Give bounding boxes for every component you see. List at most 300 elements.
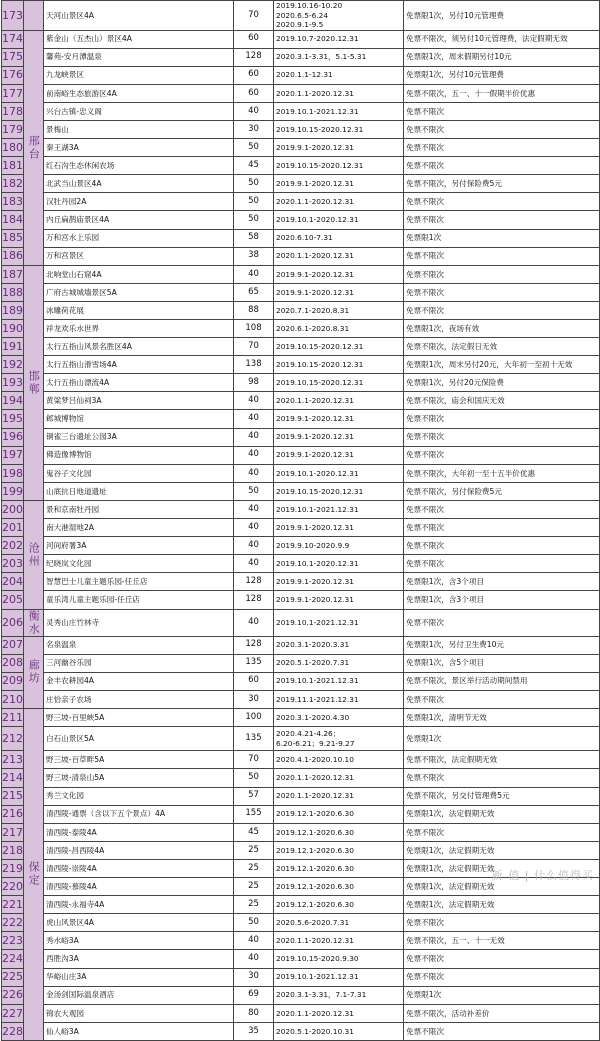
spot-name: 景梅山	[44, 120, 234, 138]
price-cell: 50	[234, 769, 274, 787]
ticket-policy: 免票不限次	[404, 950, 600, 968]
ticket-policy: 免票不限次	[404, 428, 600, 446]
spot-name: 白石山景区5A	[44, 726, 234, 750]
table-row	[2, 1004, 600, 1022]
price-cell: 40	[234, 609, 274, 636]
ticket-policy: 免票限1次，另付10元管理费	[404, 66, 600, 84]
spot-name: 景和京南牡丹园	[44, 500, 234, 518]
spot-name: 华峪山庄3A	[44, 968, 234, 986]
price-cell: 40	[234, 932, 274, 950]
row-number: 197	[2, 446, 24, 464]
table-row	[2, 932, 600, 950]
valid-period: 2019.10.1-2020.12.31	[274, 211, 404, 229]
ticket-policy: 免票限1次，含5个项目	[404, 654, 600, 672]
row-number: 212	[2, 726, 24, 750]
spot-name: 太行五指山风景名胜区4A	[44, 338, 234, 356]
spot-name: 佛造像博物馆	[44, 446, 234, 464]
valid-period: 2019.10.1-2021.12.31	[274, 672, 404, 690]
price-cell: 69	[234, 986, 274, 1004]
spot-name: 庄恰亲子农场	[44, 690, 234, 708]
spot-name: 西胜沟3A	[44, 950, 234, 968]
table-row	[2, 805, 600, 823]
row-number: 206	[2, 609, 24, 636]
row-number: 205	[2, 591, 24, 609]
table-row	[2, 573, 600, 591]
ticket-policy: 免票不限次，另交付管理费5元	[404, 787, 600, 805]
table-row	[2, 787, 600, 805]
spot-name: 广府古城城墙景区5A	[44, 283, 234, 301]
table-row	[2, 654, 600, 672]
row-number: 203	[2, 555, 24, 573]
city-cell: 保定	[24, 708, 44, 1040]
valid-period: 2019.10.15-2020.12.31	[274, 338, 404, 356]
row-number: 215	[2, 787, 24, 805]
spot-name: 馨苑-安月潭温泉	[44, 48, 234, 66]
spot-name: 万和宫水上乐园	[44, 229, 234, 247]
table-row	[2, 410, 600, 428]
row-number: 198	[2, 464, 24, 482]
valid-period: 2019.10.1-2020.12.31	[274, 555, 404, 573]
row-number: 190	[2, 320, 24, 338]
row-number: 219	[2, 859, 24, 877]
ticket-policy: 免票限1次，另付20元保险费	[404, 374, 600, 392]
valid-period: 2019.9.1-2020.12.31	[274, 175, 404, 193]
table-row	[2, 193, 600, 211]
ticket-policy: 免票不限次，另付保险费5元	[404, 175, 600, 193]
price-cell: 40	[234, 555, 274, 573]
ticket-policy: 免票限1次，法定假期无效	[404, 841, 600, 859]
table-row	[2, 392, 600, 410]
price-cell: 25	[234, 859, 274, 877]
ticket-policy: 免票限1次，法定假期无效	[404, 805, 600, 823]
ticket-policy: 免票限1次，含3个项目	[404, 591, 600, 609]
row-number: 210	[2, 690, 24, 708]
valid-period: 2019.9.1-2020.12.31	[274, 265, 404, 283]
table-row	[2, 175, 600, 193]
row-number: 194	[2, 392, 24, 410]
spot-name: 清西陵-永福寺4A	[44, 896, 234, 914]
ticket-policy: 免票不限次，须另付10元管理费，法定假期无效	[404, 30, 600, 48]
valid-period: 2019.10.1-2021.12.31	[274, 968, 404, 986]
spot-name: 仙人峪3A	[44, 1022, 234, 1040]
price-cell: 40	[234, 392, 274, 410]
table-row	[2, 374, 600, 392]
ticket-policy: 免票不限次，活动补差价	[404, 1004, 600, 1022]
price-cell: 35	[234, 1022, 274, 1040]
ticket-policy: 免票不限次	[404, 410, 600, 428]
ticket-policy: 免票不限次，庙会和国庆无效	[404, 392, 600, 410]
valid-period: 2020.5.1-2020.7.31	[274, 654, 404, 672]
spot-name: 鬼谷子文化园	[44, 464, 234, 482]
valid-period: 2020.1.1-2020.12.31	[274, 247, 404, 265]
valid-period: 2020.1.1-2020.12.31	[274, 932, 404, 950]
table-row	[2, 519, 600, 537]
valid-period: 2019.10.1-2020.12.31	[274, 464, 404, 482]
spot-name: 清西陵-昌西陵4A	[44, 841, 234, 859]
spot-name: 河间府署3A	[44, 537, 234, 555]
spot-name: 虎山风景区4A	[44, 914, 234, 932]
row-number: 202	[2, 537, 24, 555]
ticket-policy: 免票限1次，另付卫生费10元	[404, 636, 600, 654]
price-cell: 30	[234, 120, 274, 138]
ticket-policy: 免票不限次，另付保险费5元	[404, 482, 600, 500]
spot-name: 清西陵-崇陵4A	[44, 859, 234, 877]
table-row	[2, 229, 600, 247]
price-cell: 128	[234, 591, 274, 609]
row-number: 221	[2, 896, 24, 914]
table-row	[2, 690, 600, 708]
row-number: 193	[2, 374, 24, 392]
table-row	[2, 823, 600, 841]
valid-period: 2019.11.1-2021.12.31	[274, 690, 404, 708]
row-number: 209	[2, 672, 24, 690]
valid-period: 2019.12.1-2020.6.30	[274, 878, 404, 896]
table-row	[2, 356, 600, 374]
ticket-policy: 免票不限次，五一、十一无效	[404, 932, 600, 950]
spot-name: 祥龙欢乐水世界	[44, 320, 234, 338]
table-row	[2, 66, 600, 84]
row-number: 223	[2, 932, 24, 950]
ticket-policy: 免票限1次，周末另付20元，大年初一至初十无效	[404, 356, 600, 374]
ticket-policy: 免票不限次	[404, 537, 600, 555]
row-number: 189	[2, 301, 24, 319]
city-cell: 邯郸	[24, 265, 44, 500]
row-number: 218	[2, 841, 24, 859]
ticket-policy: 免票限1次	[404, 986, 600, 1004]
table-row	[2, 555, 600, 573]
ticket-policy: 免票不限次	[404, 968, 600, 986]
spot-name: 秦王湖3A	[44, 139, 234, 157]
row-number: 192	[2, 356, 24, 374]
price-cell: 60	[234, 672, 274, 690]
row-number: 222	[2, 914, 24, 932]
price-cell: 40	[234, 428, 274, 446]
price-cell: 50	[234, 211, 274, 229]
row-number: 216	[2, 805, 24, 823]
valid-period: 2019.12.1-2020.6.30	[274, 859, 404, 877]
valid-period: 2020.6.1-2020.8.31	[274, 320, 404, 338]
valid-period: 2019.10.16-10.20 2020.6.5-6.24 2020.9.1-9.5	[274, 1, 404, 31]
valid-period: 2020.3.1-2020.4.30	[274, 708, 404, 726]
price-cell: 128	[234, 573, 274, 591]
price-cell: 50	[234, 175, 274, 193]
row-number: 175	[2, 48, 24, 66]
ticket-policy: 免票限1次，清明节无效	[404, 708, 600, 726]
ticket-policy: 免票限1次，另付10元管理费	[404, 1, 600, 31]
valid-period: 2019.9.1-2020.12.31	[274, 410, 404, 428]
row-number: 177	[2, 84, 24, 102]
table-row	[2, 751, 600, 769]
price-cell: 60	[234, 66, 274, 84]
price-cell: 25	[234, 841, 274, 859]
row-number: 196	[2, 428, 24, 446]
ticket-policy: 免票限1次	[404, 726, 600, 750]
valid-period: 2019.12.1-2020.6.30	[274, 805, 404, 823]
watermark: 新 值 | 什么值得买	[491, 869, 594, 882]
ticket-policy: 免票限1次	[404, 229, 600, 247]
scenic-spot-table	[1, 0, 600, 1041]
table-row	[2, 591, 600, 609]
price-cell: 50	[234, 193, 274, 211]
row-number: 220	[2, 878, 24, 896]
spot-name: 秀兰文化园	[44, 787, 234, 805]
valid-period: 2020.1.1-2020.12.31	[274, 392, 404, 410]
table-row	[2, 769, 600, 787]
row-number: 227	[2, 1004, 24, 1022]
spot-name: 金汤剑国际温泉酒店	[44, 986, 234, 1004]
price-cell: 138	[234, 356, 274, 374]
ticket-policy: 免票不限次	[404, 823, 600, 841]
spot-name: 名泉温泉	[44, 636, 234, 654]
row-number: 199	[2, 482, 24, 500]
price-cell: 40	[234, 102, 274, 120]
price-cell: 65	[234, 283, 274, 301]
spot-name: 清西陵-通票（含以下五个景点）4A	[44, 805, 234, 823]
table-row	[2, 708, 600, 726]
price-cell: 45	[234, 823, 274, 841]
spot-name: 北响堂山石窟4A	[44, 265, 234, 283]
price-cell: 128	[234, 636, 274, 654]
row-number: 179	[2, 120, 24, 138]
ticket-policy: 免票不限次	[404, 609, 600, 636]
ticket-policy: 免票不限次	[404, 157, 600, 175]
spot-name: 邺城博物馆	[44, 410, 234, 428]
price-cell: 135	[234, 654, 274, 672]
price-cell: 58	[234, 229, 274, 247]
spot-name: 内丘扁鹊庙景区4A	[44, 211, 234, 229]
price-cell: 25	[234, 896, 274, 914]
table-row	[2, 120, 600, 138]
price-cell: 30	[234, 968, 274, 986]
row-number: 207	[2, 636, 24, 654]
table-row	[2, 950, 600, 968]
price-cell: 60	[234, 30, 274, 48]
table-row	[2, 48, 600, 66]
spot-name: 纪晓岚文化园	[44, 555, 234, 573]
row-number: 183	[2, 193, 24, 211]
table-row	[2, 841, 600, 859]
ticket-policy: 免票不限次	[404, 555, 600, 573]
price-cell: 40	[234, 265, 274, 283]
table-row	[2, 102, 600, 120]
ticket-policy: 免票限1次，法定假期无效	[404, 896, 600, 914]
price-cell: 70	[234, 751, 274, 769]
city-cell: 沧州	[24, 500, 44, 609]
price-cell: 98	[234, 374, 274, 392]
spot-name: 北武当山景区4A	[44, 175, 234, 193]
ticket-policy: 免票不限次	[404, 519, 600, 537]
spot-name: 太行五指山漂流4A	[44, 374, 234, 392]
ticket-policy: 免票限1次，含3个项目	[404, 573, 600, 591]
price-cell: 155	[234, 805, 274, 823]
row-number: 181	[2, 157, 24, 175]
row-number: 187	[2, 265, 24, 283]
spot-name: 山底抗日地道遗址	[44, 482, 234, 500]
table-row	[2, 428, 600, 446]
row-number: 213	[2, 751, 24, 769]
valid-period: 2020.3.1-2020.3.31	[274, 636, 404, 654]
valid-period: 2019.9.1-2020.12.31	[274, 428, 404, 446]
row-number: 226	[2, 986, 24, 1004]
valid-period: 2020.5.1-2020.10.31	[274, 1022, 404, 1040]
valid-period: 2019.10.15-2020.12.31	[274, 356, 404, 374]
price-cell: 100	[234, 708, 274, 726]
table-row	[2, 896, 600, 914]
price-cell: 60	[234, 84, 274, 102]
price-cell: 70	[234, 338, 274, 356]
spot-name: 铜雀三台遗址公园3A	[44, 428, 234, 446]
spot-name: 黄粱梦吕仙祠3A	[44, 392, 234, 410]
table-row	[2, 500, 600, 518]
ticket-policy: 免票不限次	[404, 247, 600, 265]
price-cell: 80	[234, 1004, 274, 1022]
price-cell: 40	[234, 950, 274, 968]
table-row	[2, 1, 600, 31]
valid-period: 2019.9.1-2020.12.31	[274, 573, 404, 591]
spot-name: 锦农大观园	[44, 1004, 234, 1022]
table-row	[2, 726, 600, 750]
valid-period: 2020.1.1-2020.12.31	[274, 769, 404, 787]
valid-period: 2019.9.1-2020.12.31	[274, 519, 404, 537]
table-row	[2, 464, 600, 482]
ticket-policy: 免票不限次，景区举行活动期间禁用	[404, 672, 600, 690]
valid-period: 2019.9.1-2020.12.31	[274, 139, 404, 157]
ticket-policy: 免票不限次	[404, 211, 600, 229]
row-number: 204	[2, 573, 24, 591]
table-row	[2, 247, 600, 265]
price-cell: 50	[234, 139, 274, 157]
price-cell: 38	[234, 247, 274, 265]
spot-name: 金丰农耕园4A	[44, 672, 234, 690]
valid-period: 2019.9.10-2020.9.9	[274, 537, 404, 555]
row-number: 225	[2, 968, 24, 986]
ticket-policy: 免票不限次	[404, 265, 600, 283]
valid-period: 2019.12.1-2020.6.30	[274, 896, 404, 914]
spot-name: 清西陵-泰陵4A	[44, 823, 234, 841]
spot-name: 秀水峪3A	[44, 932, 234, 950]
valid-period: 2019.9.1-2020.12.31	[274, 446, 404, 464]
spot-name: 万和宫景区	[44, 247, 234, 265]
ticket-policy: 免票不限次	[404, 139, 600, 157]
spot-name: 九龙峡景区	[44, 66, 234, 84]
table-row	[2, 265, 600, 283]
ticket-policy: 免票不限次	[404, 914, 600, 932]
valid-period: 2020.1.1-2020.12.31	[274, 1004, 404, 1022]
ticket-policy: 免票不限次，法定假期无效	[404, 751, 600, 769]
valid-period: 2019.10.1-2021.12.31	[274, 500, 404, 518]
row-number: 201	[2, 519, 24, 537]
spot-name: 太行五指山滑雪场4A	[44, 356, 234, 374]
spot-name: 前南峪生态旅游区4A	[44, 84, 234, 102]
row-number: 188	[2, 283, 24, 301]
row-number: 186	[2, 247, 24, 265]
valid-period: 2020.5.6-2020.7.31	[274, 914, 404, 932]
spot-name: 天河山景区4A	[44, 1, 234, 31]
price-cell: 40	[234, 446, 274, 464]
spot-name: 红石沟生态休闲农场	[44, 157, 234, 175]
spot-name: 智慧巴士儿童主题乐园-任丘店	[44, 573, 234, 591]
spot-name: 冰雕荷花展	[44, 301, 234, 319]
row-number: 214	[2, 769, 24, 787]
spot-name: 紫金山（五杰山）景区4A	[44, 30, 234, 48]
row-number: 184	[2, 211, 24, 229]
price-cell: 25	[234, 878, 274, 896]
row-number: 191	[2, 338, 24, 356]
ticket-policy: 免票不限次	[404, 301, 600, 319]
valid-period: 2020.1.1-2020.12.31	[274, 193, 404, 211]
spot-name: 野三坡-清泉山5A	[44, 769, 234, 787]
table-row	[2, 636, 600, 654]
spot-name: 清西陵-慕陵4A	[44, 878, 234, 896]
price-cell: 40	[234, 500, 274, 518]
table-row	[2, 320, 600, 338]
spot-name: 童乐湾儿童主题乐园-任丘店	[44, 591, 234, 609]
table-row	[2, 157, 600, 175]
row-number: 228	[2, 1022, 24, 1040]
valid-period: 2019.12.1-2020.6.30	[274, 823, 404, 841]
table-row	[2, 482, 600, 500]
table-row	[2, 211, 600, 229]
city-cell	[24, 1, 44, 31]
price-cell: 45	[234, 157, 274, 175]
spot-name: 灵秀山庄竹林寺	[44, 609, 234, 636]
spot-name: 野三坡-百里峡5A	[44, 708, 234, 726]
row-number: 224	[2, 950, 24, 968]
spot-name: 兴台古镇-忠义阁	[44, 102, 234, 120]
ticket-policy: 免票不限次	[404, 283, 600, 301]
row-number: 180	[2, 139, 24, 157]
price-cell: 88	[234, 301, 274, 319]
table-row	[2, 301, 600, 319]
row-number: 174	[2, 30, 24, 48]
price-cell: 40	[234, 519, 274, 537]
ticket-policy: 免票不限次	[404, 102, 600, 120]
spot-name: 三河幽谷乐园	[44, 654, 234, 672]
row-number: 211	[2, 708, 24, 726]
ticket-policy: 免票不限次	[404, 500, 600, 518]
row-number: 182	[2, 175, 24, 193]
valid-period: 2019.10.15-2020.12.31	[274, 157, 404, 175]
table-row	[2, 84, 600, 102]
row-number: 217	[2, 823, 24, 841]
valid-period: 2019.10.1-2021.12.31	[274, 609, 404, 636]
ticket-policy: 免票不限次	[404, 1022, 600, 1040]
city-cell: 邢台	[24, 30, 44, 265]
valid-period: 2019.10.15-2020.12.31	[274, 374, 404, 392]
table-row	[2, 30, 600, 48]
ticket-policy: 免票不限次	[404, 193, 600, 211]
row-number: 200	[2, 500, 24, 518]
ticket-policy: 免票不限次	[404, 446, 600, 464]
valid-period: 2020.1.1-2020.12.31	[274, 787, 404, 805]
price-cell: 57	[234, 787, 274, 805]
table-row	[2, 338, 600, 356]
price-cell: 30	[234, 690, 274, 708]
spot-name: 野三坡-百草畔5A	[44, 751, 234, 769]
ticket-policy: 免票限1次，法定假期无效	[404, 859, 600, 877]
valid-period: 2019.10.15-2020.12.31	[274, 120, 404, 138]
ticket-policy: 免票限1次，夜场有效	[404, 320, 600, 338]
ticket-policy: 免票限1次，周末假期另付10元	[404, 48, 600, 66]
ticket-policy: 免票不限次，法定假日无效	[404, 338, 600, 356]
valid-period: 2020.4.1-2020.10.10	[274, 751, 404, 769]
valid-period: 2020.4.21-4.26； 6.20-6.21；9.21-9.27	[274, 726, 404, 750]
ticket-policy: 免票不限次	[404, 120, 600, 138]
valid-period: 2020.3.1-3.31，7.1-7.31	[274, 986, 404, 1004]
ticket-policy: 免票不限次	[404, 690, 600, 708]
price-cell: 50	[234, 482, 274, 500]
price-cell: 108	[234, 320, 274, 338]
